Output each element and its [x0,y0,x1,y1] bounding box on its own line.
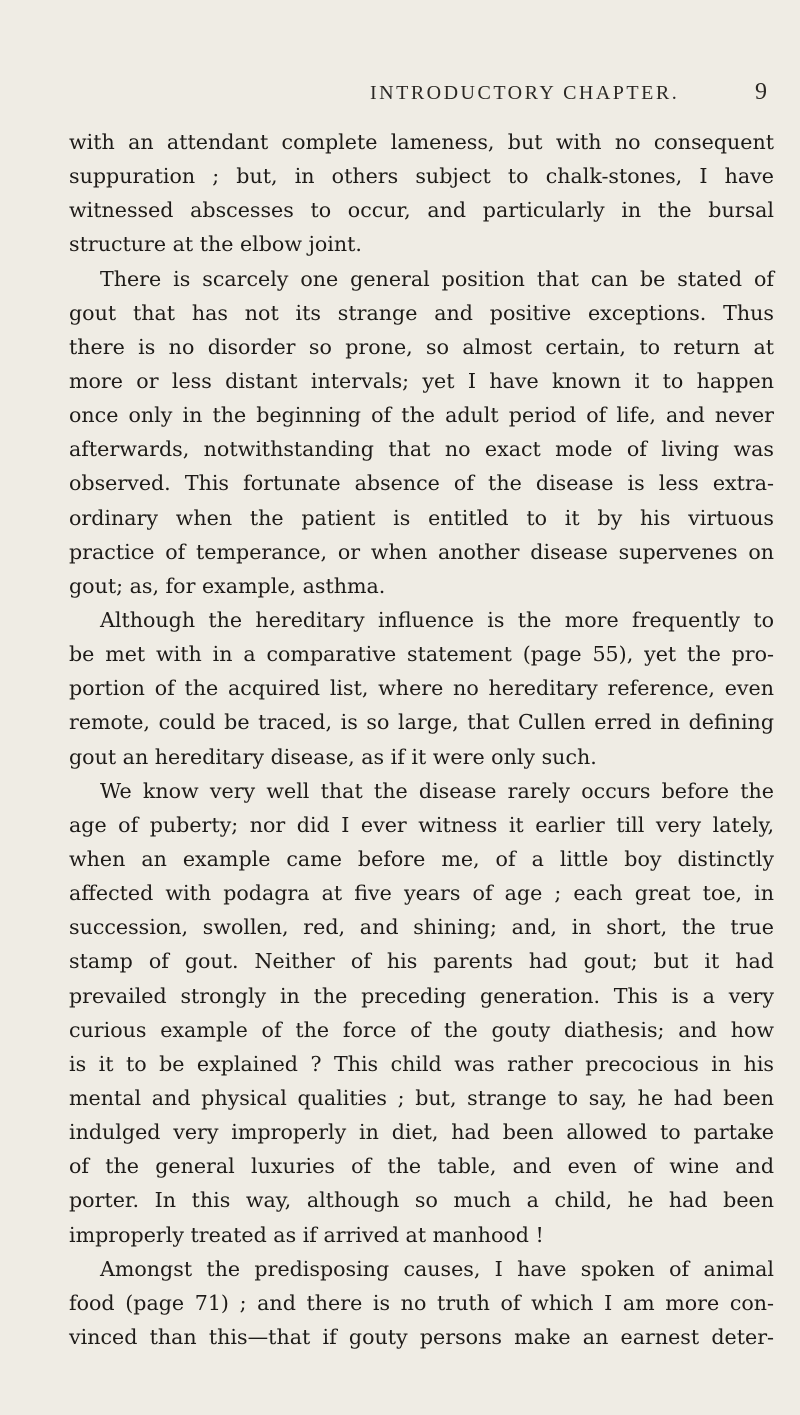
text-line: ordinary when the patient is entitled to it by his virtuous [69,505,774,530]
text-line: Although the hereditary influence is the more frequently to [100,607,774,632]
text-line: practice of temperance, or when another disease supervenes on [69,539,774,564]
text-line: food (page 71) ; and there is no truth of which I am more con- [69,1290,774,1315]
text-line: indulged very improperly in diet, had been allowed to partake [69,1120,774,1145]
text-line: mental and physical qualities ; but, strange to say, he had been [69,1085,774,1110]
text-line: We know very well that the disease rarely occurs before the [100,778,774,803]
running-title: INTRODUCTORY CHAPTER. [370,82,680,104]
text-line: Amongst the predisposing causes, I have spoken of animal [100,1256,774,1281]
text-line: There is scarcely one general position that can be stated of [100,266,774,291]
text-line: gout that has not its strange and positive exceptions. Thus [69,300,774,325]
text-line: gout; as, for example, asthma. [69,573,386,598]
text-line: remote, could be traced, is so large, that Cullen erred in defining [69,710,774,735]
text-line: affected with podagra at five years of age ; each great toe, in [69,881,774,906]
text-line: there is no disorder so prone, so almost certain, to return at [69,334,774,359]
text-line: portion of the acquired list, where no hereditary reference, even [69,676,774,701]
text-line: once only in the beginning of the adult period of life, and never [69,403,774,428]
text-line: with an attendant complete lameness, but with no consequent [69,130,774,154]
text-line: succession, swollen, red, and shining; and, in short, the true [69,915,774,940]
text-line: be met with in a comparative statement (page 55), yet the pro- [69,642,774,667]
text-line: is it to be explained ? This child was rather precocious in his [69,1051,774,1076]
text-line: witnessed abscesses to occur, and particularly in the bursal [69,198,774,223]
body-text [69,125,774,1354]
running-head [70,79,780,122]
text-line: curious example of the force of the gouty diathesis; and how [69,1017,774,1042]
text-line: vinced than this—that if gouty persons make an earnest deter- [69,1324,774,1349]
text-line: suppuration ; but, in others subject to chalk-stones, I have [69,164,774,189]
text-line: porter. In this way, although so much a child, he had been [69,1188,774,1213]
text-line: prevailed strongly in the preceding generation. This is a very [69,983,774,1008]
text-line: stamp of gout. Neither of his parents had gout; but it had [69,949,774,974]
text-line: afterwards, notwithstanding that no exact mode of living was [69,437,774,462]
page-number: 9 [755,79,767,105]
text-line: age of puberty; nor did I ever witness it earlier till very lately, [69,812,774,837]
text-line: observed. This fortunate absence of the disease is less extra- [69,471,774,496]
text-line: gout an hereditary disease, as if it were only such. [69,744,597,769]
text-line: structure at the elbow joint. [69,232,362,257]
text-line: improperly treated as if arrived at manhood ! [69,1222,544,1247]
text-line: when an example came before me, of a little boy distinctly [69,846,774,871]
text-line: of the general luxuries of the table, and even of wine and [69,1154,774,1179]
text-line: more or less distant intervals; yet I have known it to happen [69,368,774,393]
